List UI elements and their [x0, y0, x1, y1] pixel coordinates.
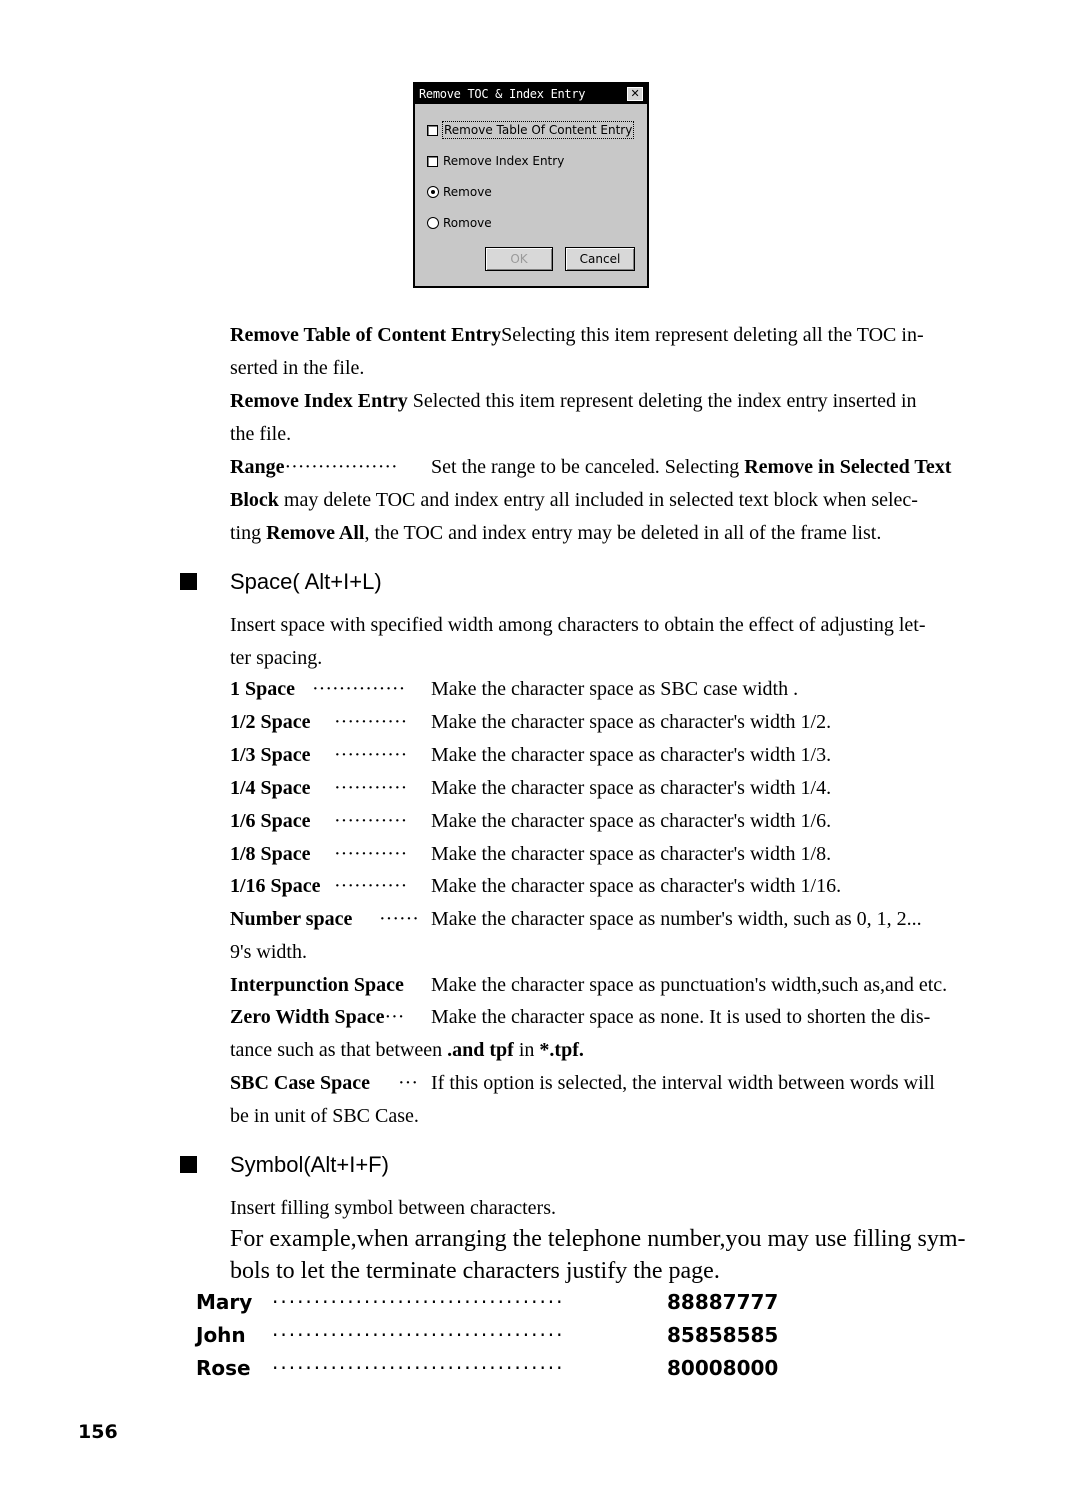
- space-item: [230, 775, 832, 801]
- term-block: Block: [230, 489, 279, 511]
- sbc-dots: ···: [398, 1072, 418, 1094]
- number-space-cont: 9's width.: [230, 941, 307, 963]
- zero-width-dots: ···: [384, 1006, 405, 1028]
- zero-width-term: Zero Width Space: [230, 1006, 385, 1028]
- cancel-button[interactable]: Cancel: [565, 247, 635, 271]
- remove-selected-radio[interactable]: [427, 186, 439, 198]
- space-term: 1/3 Space: [230, 744, 311, 766]
- space-item: [230, 841, 832, 867]
- space-desc: Make the character space as character's width 1/8.: [431, 843, 832, 865]
- range-description: [230, 454, 990, 480]
- remove-all-description: [230, 520, 881, 546]
- phone-leader: ···································: [272, 1356, 565, 1380]
- space-term: 1 Space: [230, 678, 295, 700]
- symbol-intro-3: bols to let the terminate characters justify the page.: [230, 1258, 720, 1284]
- space-item: [230, 709, 832, 735]
- remove-all-label: Romove: [443, 216, 492, 230]
- interpunction-term: Interpunction Space: [230, 974, 404, 996]
- space-item: [230, 808, 832, 834]
- phone-leader: ···································: [272, 1323, 565, 1347]
- term-remove-index: Remove Index Entry: [230, 390, 408, 412]
- space-term: 1/4 Space: [230, 777, 311, 799]
- space-desc: Make the character space as character's width 1/4.: [431, 777, 832, 799]
- symbol-intro-2: For example,when arranging the telephone number,you may use filling sym-: [230, 1226, 966, 1252]
- remove-toc-checkbox-row[interactable]: [427, 122, 633, 138]
- space-term: 1/2 Space: [230, 711, 311, 733]
- symbol-heading-text: Symbol(Alt+I+F): [230, 1152, 389, 1177]
- sbc-desc: If this option is selected, the interval width between words will: [431, 1072, 935, 1094]
- space-heading-text: Space( Alt+I+L): [230, 569, 382, 594]
- space-dots: ···········: [334, 843, 408, 865]
- dialog-title-bar: [415, 84, 647, 104]
- remove-selected-label: Remove: [443, 185, 492, 199]
- space-heading: [180, 568, 382, 596]
- remove-index-description-cont: the file.: [230, 423, 292, 445]
- remove-all-radio[interactable]: [427, 217, 439, 229]
- term-remove-all: Remove All: [266, 522, 365, 544]
- space-desc: Make the character space as character's width 1/3.: [431, 744, 832, 766]
- space-item: [230, 742, 832, 768]
- page-number: 156: [78, 1421, 118, 1443]
- remove-toc-description-cont: serted in the file.: [230, 357, 365, 379]
- remove-index-text: Selected this item represent deleting the index entry inserted in: [407, 390, 917, 412]
- space-dots: ··············: [312, 678, 406, 700]
- remove-index-description: [230, 388, 917, 414]
- sbc-term: SBC Case Space: [230, 1072, 371, 1094]
- space-term: 1/16 Space: [230, 875, 321, 897]
- space-dots: ···········: [334, 875, 408, 897]
- phone-number: 88887777: [667, 1290, 779, 1314]
- space-intro: Insert space with specified width among characters to obtain the effect of adjusting let-: [230, 614, 926, 636]
- space-dots: ···········: [334, 777, 408, 799]
- zero-width-cont-b1: .and: [447, 1039, 485, 1061]
- ok-button[interactable]: OK: [485, 247, 553, 271]
- remove-toc-dialog: [413, 82, 649, 288]
- sbc-item: [230, 1070, 935, 1096]
- space-desc: Make the character space as character's width 1/6.: [431, 810, 832, 832]
- phone-name: Rose: [196, 1356, 251, 1380]
- space-dots: ······: [379, 908, 419, 930]
- space-desc: Make the character space as SBC case width .: [431, 678, 799, 700]
- range-text: [431, 454, 951, 480]
- phone-name: John: [196, 1323, 246, 1347]
- symbol-heading: [180, 1151, 389, 1179]
- zero-width-cont-b2: tpf: [489, 1039, 514, 1061]
- space-dots: ···········: [334, 810, 408, 832]
- phone-number: 80008000: [667, 1356, 779, 1380]
- remove-all-radio-row[interactable]: [427, 215, 492, 231]
- space-term: 1/6 Space: [230, 810, 311, 832]
- square-bullet-icon: [180, 1156, 197, 1173]
- zero-width-desc: Make the character space as none. It is used to shorten the dis-: [431, 1006, 931, 1028]
- remove-all-text: , the TOC and index entry may be deleted in all of the frame list.: [364, 522, 882, 544]
- space-intro-cont: ter spacing.: [230, 647, 323, 669]
- zero-width-cont-in: in: [513, 1039, 540, 1061]
- sbc-cont: be in unit of SBC Case.: [230, 1105, 419, 1127]
- term-range: Range: [230, 456, 285, 478]
- phone-leader: ···································: [272, 1290, 565, 1314]
- dialog-title: Remove TOC & Index Entry: [419, 87, 586, 101]
- space-term: Number space: [230, 908, 353, 930]
- space-term: 1/8 Space: [230, 843, 311, 865]
- remove-toc-description: [230, 322, 924, 348]
- remove-all-pre: ting: [230, 522, 267, 544]
- phone-number: 85858585: [667, 1323, 779, 1347]
- space-desc: Make the character space as number's width, such as 0, 1, 2...: [431, 908, 922, 930]
- range-dots: ·················: [284, 456, 398, 478]
- symbol-intro: Insert filling symbol between characters.: [230, 1197, 556, 1219]
- zero-width-cont-b3: *.tpf.: [539, 1039, 584, 1061]
- interpunction-desc: Make the character space as punctuation's width,such as,and etc.: [431, 974, 948, 996]
- space-item: [230, 906, 922, 932]
- interpunction-item: [230, 972, 948, 998]
- remove-toc-checkbox[interactable]: [427, 125, 438, 136]
- zero-width-cont: [230, 1037, 584, 1063]
- remove-index-label: Remove Index Entry: [443, 154, 565, 168]
- space-desc: Make the character space as character's width 1/16.: [431, 875, 842, 897]
- space-dots: ···········: [334, 744, 408, 766]
- remove-toc-text: Selecting this item represent deleting all the TOC in-: [501, 324, 924, 346]
- phone-name: Mary: [196, 1290, 253, 1314]
- remove-index-checkbox-row[interactable]: [427, 153, 564, 169]
- range-text-main: Set the range to be canceled. Selecting: [431, 456, 745, 478]
- term-remove-in-selected: Remove in Selected Text: [744, 456, 952, 478]
- close-icon[interactable]: ✕: [627, 87, 643, 101]
- remove-selected-radio-row[interactable]: [427, 184, 492, 200]
- square-bullet-icon: [180, 573, 197, 590]
- zero-width-item: [230, 1004, 931, 1030]
- space-dots: ···········: [334, 711, 408, 733]
- space-item: [230, 676, 799, 702]
- zero-width-cont-text: tance such as that between: [230, 1039, 448, 1061]
- space-item: [230, 873, 842, 899]
- range-description-cont: [230, 487, 918, 513]
- term-remove-toc: Remove Table of Content Entry: [230, 324, 502, 346]
- remove-index-checkbox[interactable]: [427, 156, 438, 167]
- block-text: may delete TOC and index entry all included in selected text block when selec-: [278, 489, 918, 511]
- remove-toc-label: Remove Table Of Content Entry: [444, 123, 633, 137]
- space-desc: Make the character space as character's width 1/2.: [431, 711, 832, 733]
